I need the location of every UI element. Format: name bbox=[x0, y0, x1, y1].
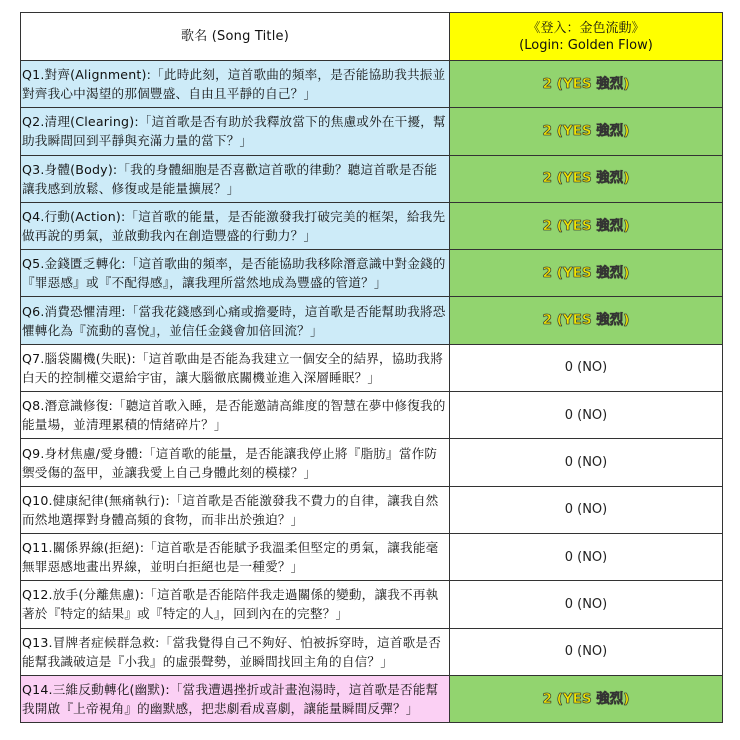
question-cell: Q13.冒牌者症候群急救:「當我覺得自己不夠好、怕被拆穿時，這首歌是否能幫我識破這是『小我』的虛張聲勢，並瞬間找回主角的自信？」 bbox=[21, 628, 450, 675]
song-evaluation-table bbox=[20, 12, 723, 723]
answer-value: 2 (YES 強烈) bbox=[542, 312, 630, 329]
answer-cell bbox=[450, 486, 723, 533]
header-row bbox=[21, 13, 723, 61]
answer-value: 2 (YES 強烈) bbox=[542, 690, 630, 707]
question-cell: Q9.身材焦慮/愛身體:「這首歌的能量，是否能讓我停止將『脂肪』當作防禦受傷的盔甲，並讓我愛上自己身體此刻的模樣？」 bbox=[21, 439, 450, 486]
answer-value: 2 (YES 強烈) bbox=[542, 75, 630, 92]
answer-value: 0 (NO) bbox=[564, 455, 608, 471]
table-row bbox=[21, 486, 723, 533]
answer-cell bbox=[450, 392, 723, 439]
table-row bbox=[21, 297, 723, 344]
answer-cell bbox=[450, 61, 723, 108]
login-golden-flow-header bbox=[450, 13, 723, 61]
answer-value: 2 (YES 強烈) bbox=[542, 170, 630, 187]
answer-value: 0 (NO) bbox=[564, 407, 608, 423]
answer-cell bbox=[450, 628, 723, 675]
table-row bbox=[21, 392, 723, 439]
table-row bbox=[21, 344, 723, 391]
question-cell: Q7.腦袋關機(失眠):「這首歌曲是否能為我建立一個安全的結界，協助我將白天的控制權交還給宇宙，讓大腦徹底關機並進入深層睡眠？」 bbox=[21, 344, 450, 391]
table-row bbox=[21, 581, 723, 628]
question-cell: Q6.消費恐懼清理:「當我花錢感到心痛或擔憂時，這首歌是否能幫助我將恐懼轉化為『流動的喜悅』，並信任金錢會加倍回流？」 bbox=[21, 297, 450, 344]
answer-cell bbox=[450, 155, 723, 202]
table-row bbox=[21, 628, 723, 675]
answer-cell bbox=[450, 344, 723, 391]
answer-value: 0 (NO) bbox=[564, 502, 608, 518]
answer-cell bbox=[450, 250, 723, 297]
table-row bbox=[21, 533, 723, 580]
answer-value: 2 (YES 強烈) bbox=[542, 264, 630, 281]
answer-cell bbox=[450, 533, 723, 580]
login-header-line2: (Login: Golden Flow) bbox=[519, 37, 653, 53]
answer-cell bbox=[450, 675, 723, 722]
table-row bbox=[21, 108, 723, 155]
table-row bbox=[21, 675, 723, 722]
table-row bbox=[21, 439, 723, 486]
question-cell: Q5.金錢匱乏轉化:「這首歌曲的頻率，是否能協助我移除潛意識中對金錢的『罪惡感』或『不配得感』，讓我理所當然地成為豐盛的管道？」 bbox=[21, 250, 450, 297]
answer-cell bbox=[450, 108, 723, 155]
question-cell: Q4.行動(Action):「這首歌的能量，是否能激發我打破完美的框架，給我先做再說的勇氣，並啟動我內在創造豐盛的行動力？」 bbox=[21, 202, 450, 249]
song-title-header: 歌名 (Song Title) bbox=[21, 13, 450, 61]
table-row bbox=[21, 202, 723, 249]
table-row bbox=[21, 61, 723, 108]
answer-value: 2 (YES 強烈) bbox=[542, 122, 630, 139]
question-cell: Q1.對齊(Alignment):「此時此刻，這首歌曲的頻率，是否能協助我共振並對齊我心中渴望的那個豐盛、自由且平靜的自己？」 bbox=[21, 61, 450, 108]
answer-value: 0 (NO) bbox=[564, 549, 608, 565]
question-cell: Q2.清理(Clearing):「這首歌是否有助於我釋放當下的焦慮或外在干擾，幫助我瞬間回到平靜與充滿力量的當下？」 bbox=[21, 108, 450, 155]
question-cell: Q12.放手(分離焦慮):「這首歌是否能陪伴我走過關係的變動，讓我不再執著於『特定的結果』或『特定的人』，回到內在的完整？」 bbox=[21, 581, 450, 628]
answer-cell bbox=[450, 581, 723, 628]
login-header-line1: 《登入：金色流動》 bbox=[527, 20, 645, 36]
answer-value: 0 (NO) bbox=[564, 596, 608, 612]
table-row bbox=[21, 250, 723, 297]
answer-cell bbox=[450, 202, 723, 249]
question-cell: Q8.潛意識修復:「聽這首歌入睡，是否能邀請高維度的智慧在夢中修復我的能量場，並清理累積的情緒碎片？」 bbox=[21, 392, 450, 439]
answer-value: 0 (NO) bbox=[564, 360, 608, 376]
question-cell: Q3.身體(Body):「我的身體細胞是否喜歡這首歌的律動？聽這首歌是否能讓我感到放鬆、修復或是能量擴展？」 bbox=[21, 155, 450, 202]
answer-cell bbox=[450, 439, 723, 486]
question-cell: Q14.三維反動轉化(幽默):「當我遭遇挫折或計畫泡湯時，這首歌是否能幫我開啟『上帝視角』的幽默感，把悲劇看成喜劇，讓能量瞬間反彈？」 bbox=[21, 675, 450, 722]
question-cell: Q11.關係界線(拒絕):「這首歌是否能賦予我溫柔但堅定的勇氣，讓我能毫無罪惡感地畫出界線，並明白拒絕也是一種愛？」 bbox=[21, 533, 450, 580]
answer-cell bbox=[450, 297, 723, 344]
answer-value: 0 (NO) bbox=[564, 644, 608, 660]
question-cell: Q10.健康紀律(無痛執行):「這首歌是否能激發我不費力的自律，讓我自然而然地選擇對身體高頻的食物，而非出於強迫？」 bbox=[21, 486, 450, 533]
answer-value: 2 (YES 強烈) bbox=[542, 217, 630, 234]
table-row bbox=[21, 155, 723, 202]
